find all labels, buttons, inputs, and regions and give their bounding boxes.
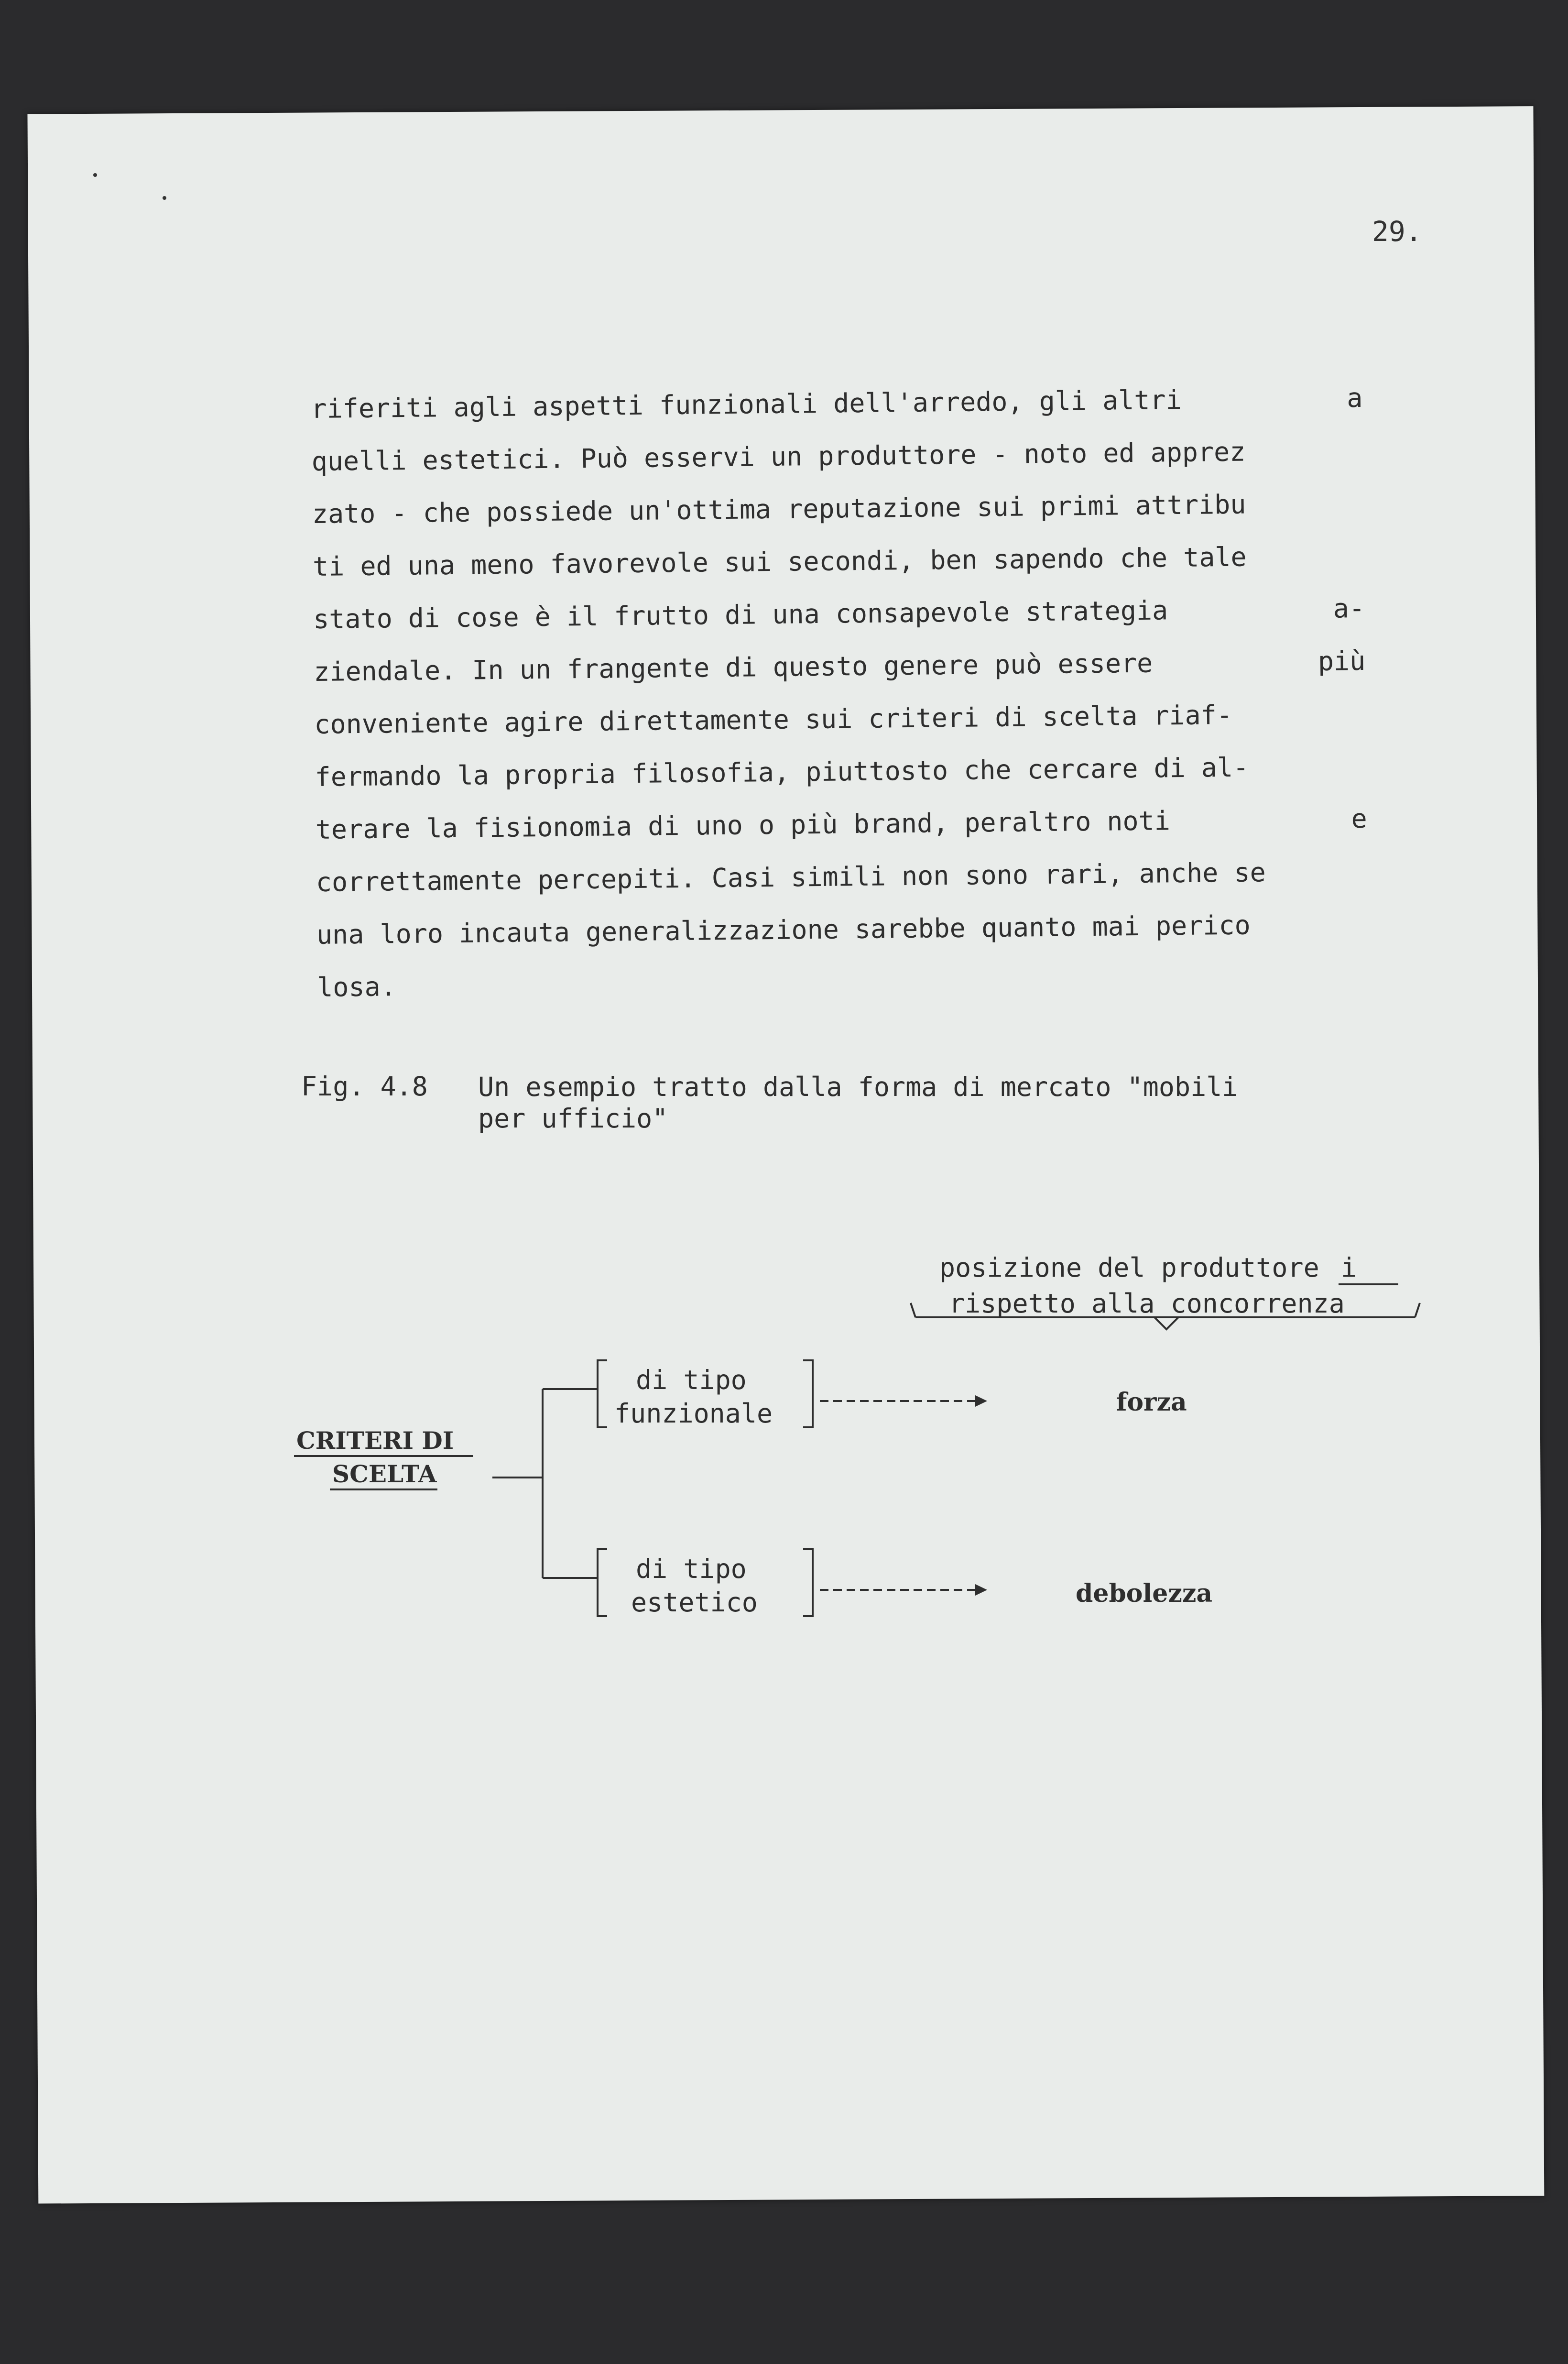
header-line-1: posizione del produttore [939, 1252, 1319, 1283]
text-line: fermando la propria filosofia, piuttosto che cercare di al- [315, 752, 1249, 792]
text-line: una loro incauta generalizzazione sarebbe quanto mai perico [316, 909, 1251, 950]
body-paragraph [311, 372, 1369, 1014]
text-line: correttamente percepiti. Casi simili non sono rari, anche se [316, 857, 1266, 897]
paper-mark [93, 173, 97, 177]
root-label-line-1: CRITERI DI [296, 1426, 454, 1455]
top-node-line-1: di tipo [636, 1365, 747, 1395]
text-line: conveniente agire direttamente sui criteri di scelta riaf- [314, 699, 1233, 740]
result-weakness: debolezza [1076, 1579, 1213, 1608]
text-line: quelli estetici. Può esservi un produttore - noto ed apprez [311, 436, 1246, 477]
text-line: losa. [316, 971, 397, 1003]
root-label-line-2: SCELTA [332, 1460, 437, 1488]
header-mark: i [1341, 1252, 1357, 1283]
bottom-node-line-1: di tipo [636, 1554, 747, 1584]
header-line-2: rispetto alla concorrenza [949, 1288, 1345, 1319]
top-node-line-2: funzionale [614, 1398, 773, 1429]
text-line: riferiti agli aspetti funzionali dell'arredo, gli altri a [311, 382, 1363, 424]
result-strength: forza [1116, 1388, 1187, 1417]
page-number: 29. [1372, 215, 1422, 248]
text-line: stato di cose è il frutto di una consapevole strategia a- [313, 592, 1365, 635]
text-line: terare la fisionomia di uno o più brand, peraltro noti e [315, 803, 1368, 845]
figure-caption-text: Un esempio tratto dalla forma di mercato "mobili per ufficio" [478, 1072, 1238, 1134]
figure-label: Fig. 4.8 [301, 1071, 428, 1102]
paper-mark [163, 196, 166, 200]
bottom-node-line-2: estetico [631, 1587, 758, 1618]
text-line: ziendale. In un frangente di questo genere può essere più [314, 645, 1366, 687]
text-line: zato - che possiede un'ottima reputazione sui primi attribu [312, 489, 1246, 529]
text-line: ti ed una meno favorevole sui secondi, ben sapendo che tale [312, 541, 1247, 582]
